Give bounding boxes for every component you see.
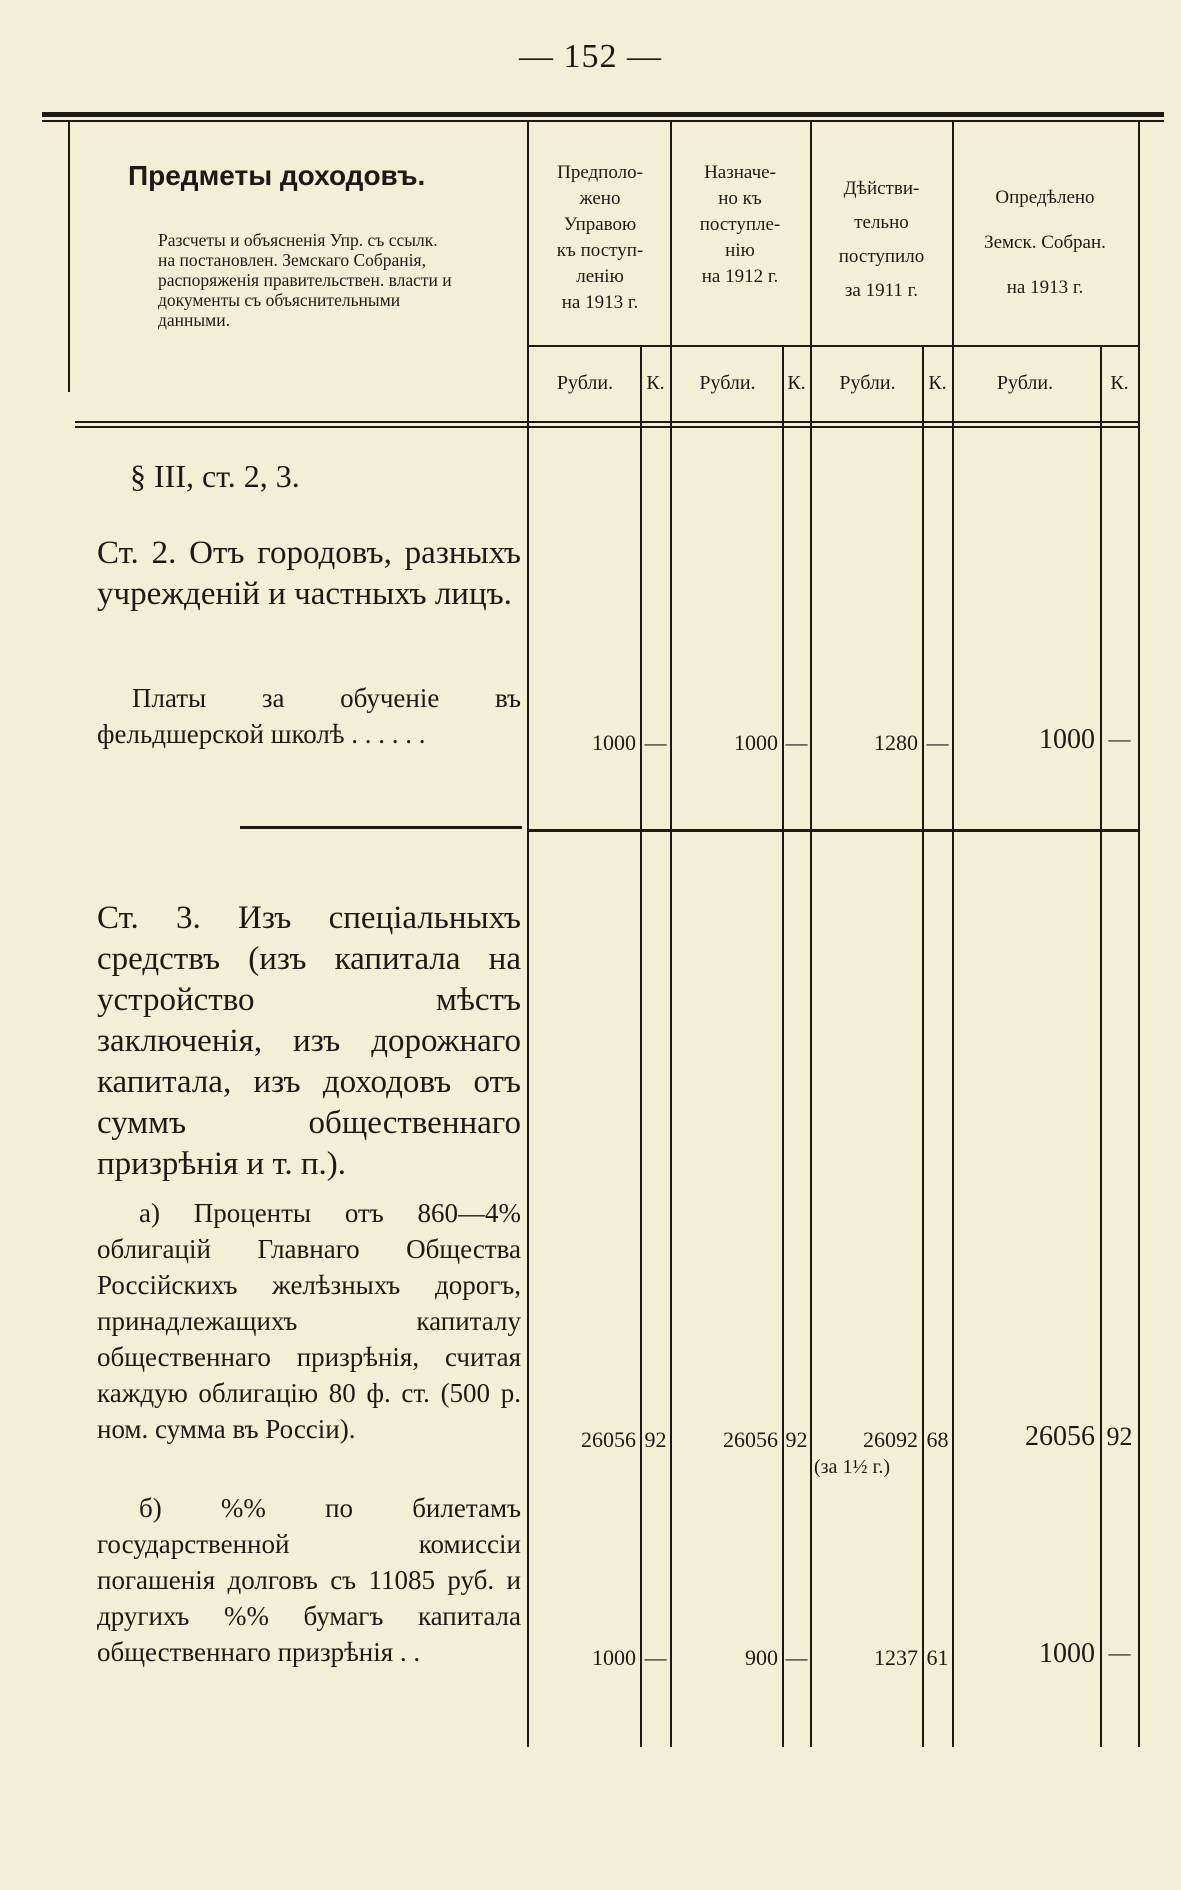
- item-a-c3-note: (за 1½ г.): [814, 1456, 891, 1478]
- top-rule: [42, 112, 1164, 117]
- col-line-2k: [782, 345, 784, 1747]
- item-b: б) %% по билетамъ государственной комиссіи погашенія долговъ съ 11085 руб. и другихъ %% бумагъ капитала общественнаго призрѣнія . .: [97, 1493, 521, 1667]
- col-line-3: [952, 122, 954, 1747]
- art2-c1-kop: —: [644, 730, 667, 755]
- item-a-c4-rub: 26056: [1025, 1421, 1095, 1452]
- unit-rub-2: Рубли.: [699, 372, 756, 394]
- art2-title: Ст. 2. Отъ городовъ, разныхъ учрежденій и частныхъ лицъ.: [97, 535, 521, 612]
- header-col2: Назначе- но къ поступле- нію на 1912 г.: [699, 162, 781, 287]
- item-b-c2-rub: 900: [745, 1645, 778, 1670]
- header-subline: [527, 345, 1138, 347]
- item-a-c2-rub: 26056: [723, 1427, 778, 1452]
- col-line-0: [527, 122, 529, 1747]
- art2-separator-cols: [527, 829, 1138, 832]
- section-heading: § III, ст. 2, 3.: [130, 458, 300, 494]
- art2-c3-rub: 1280: [874, 730, 918, 755]
- art2-item: Платы за обученіе въ фельдшерской школѣ . . . . . .: [97, 683, 521, 749]
- art2-c2-rub: 1000: [734, 730, 778, 755]
- col-line-1k: [640, 345, 642, 1747]
- col-line-right: [1138, 122, 1140, 1747]
- unit-rub-1: Рубли.: [556, 372, 614, 394]
- item-b-c3-kop: 61: [926, 1645, 949, 1670]
- header-sub-title: Разсчеты и объясненія Упр. съ ссылк. на постановлен. Земскаго Собранія, распоряженія правительствен. власти и документы съ объяснительными данными.: [158, 230, 452, 330]
- art2-c4-rub: 1000: [1039, 724, 1095, 755]
- art2-c3-kop: —: [926, 730, 949, 755]
- item-a-c4-kop: 92: [1106, 1422, 1133, 1451]
- item-b-c4-rub: 1000: [1039, 1638, 1095, 1669]
- item-b-c4-kop: —: [1108, 1640, 1131, 1665]
- item-b-c1-kop: —: [644, 1645, 667, 1670]
- item-a-c2-kop: 92: [785, 1427, 808, 1452]
- art2-c2-kop: —: [785, 730, 808, 755]
- header-bottom-1: [75, 421, 1138, 423]
- header-col3: Дѣйстви- тельно поступило за 1911 г.: [838, 178, 925, 301]
- art2-c4-kop: —: [1108, 726, 1131, 751]
- unit-kop-4: К.: [1110, 372, 1129, 394]
- item-a-c3-kop: 68: [926, 1427, 949, 1452]
- page-number: — 152 —: [519, 38, 662, 75]
- col-line-2: [810, 122, 812, 1747]
- item-a-c1-rub: 26056: [581, 1427, 636, 1452]
- unit-rub-4: Рубли.: [996, 372, 1054, 394]
- item-b-c2-kop: —: [785, 1645, 808, 1670]
- unit-kop-2: К.: [787, 372, 806, 394]
- col-line-left: [68, 122, 70, 392]
- unit-rub-3: Рубли.: [839, 372, 896, 394]
- art2-separator: [240, 826, 522, 829]
- col-line-1: [670, 122, 672, 1747]
- art3-title: Ст. 3. Изъ спеціальныхъ средствъ (изъ капитала на устройство мѣстъ заключенія, изъ дорожнаго капитала, изъ доходовъ отъ суммъ общественнаго призрѣнія и т. п.).: [97, 900, 521, 1182]
- item-b-c1-rub: 1000: [592, 1645, 636, 1670]
- header-col4: Опредѣлено Земск. Собран. на 1913 г.: [984, 187, 1106, 298]
- art2-c1-rub: 1000: [592, 730, 636, 755]
- item-a-c1-kop: 92: [644, 1427, 667, 1452]
- item-b-c3-rub: 1237: [874, 1645, 918, 1670]
- unit-kop-1: К.: [646, 372, 665, 394]
- col-line-4k: [1100, 345, 1102, 1747]
- header-col1: Предполо- жено Управою къ поступ- ленію на 1913 г.: [556, 162, 644, 313]
- top-rule-thin: [42, 120, 1164, 122]
- item-a: а) Проценты отъ 860—4% облигацій Главнаго Общества Россійскихъ желѣзныхъ дорогъ, принадлежащихъ капиталу общественнаго призрѣнія, считая каждую облигацію 80 ф. ст. (500 р. ном. сумма въ Россіи).: [97, 1198, 521, 1444]
- header-main-title: Предметы доходовъ.: [128, 160, 426, 191]
- item-a-c3-rub: 26092: [863, 1427, 918, 1452]
- header-bottom-2: [75, 426, 1138, 428]
- col-line-3k: [922, 345, 924, 1747]
- unit-kop-3: К.: [928, 372, 947, 394]
